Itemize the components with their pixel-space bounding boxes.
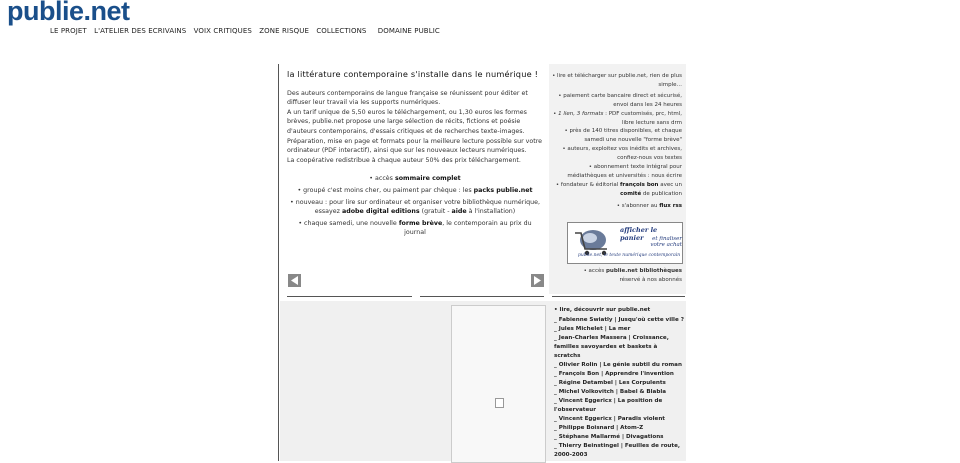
sidebar-line: • auteurs, exploitez vos inédits et archives, confiez-nous vos textes xyxy=(562,146,682,162)
sommaire-link[interactable]: sommaire complet xyxy=(394,175,461,183)
list-item[interactable]: _ Jean-Charles Massera | Croissance, familles savoyardes et baskets à scratchs xyxy=(554,335,669,359)
arrow-right-icon xyxy=(531,274,544,287)
divider-right xyxy=(552,296,685,297)
main-nav xyxy=(50,27,445,35)
nav-item-collections[interactable]: COLLECTIONS xyxy=(316,27,367,35)
image-panel xyxy=(451,305,546,463)
list-item[interactable]: _ Vincent Eggericx | La position de l'observateur xyxy=(554,398,663,413)
nav-item-atelier[interactable]: L'ATELIER DES ECRIVAINS xyxy=(94,27,187,35)
intro-links xyxy=(287,174,543,238)
sidebar-line: • paiement carte bancaire direct et sécurisé, envoi dans les 24 heures xyxy=(558,92,682,108)
link-line-sommaire: • accès sommaire complet xyxy=(369,175,461,183)
cart-banner[interactable] xyxy=(567,222,683,264)
bibliotheques-block: • accès publie.net bibliothèques réservé à nos abonnés xyxy=(583,268,682,283)
list-item[interactable]: _ Stéphane Mallarmé | Divagations xyxy=(554,434,664,440)
packs-link[interactable]: packs publie.net xyxy=(473,186,533,194)
list-item[interactable]: _ François Bon | Apprendre l'invention xyxy=(554,371,674,377)
nav-item-zone-risque[interactable]: ZONE RISQUE xyxy=(259,27,309,35)
list-item[interactable]: _ Philippe Boisnard | Atom-Z xyxy=(554,425,644,431)
list-item[interactable]: _ Vincent Eggericx | Paradis violent xyxy=(554,416,665,422)
arrow-left-icon xyxy=(288,274,301,287)
sidebar-line: • 1 lien, 3 formats : PDF customisés, prc, html, libre lecture sans drm xyxy=(553,110,682,126)
divider-middle xyxy=(420,296,544,297)
cart-tagline: publie.net, le texte numérique contemporain xyxy=(578,253,681,258)
sidebar-line: • près de 140 titres disponibles, et chaque samedi une nouvelle "forme brève" xyxy=(564,128,682,144)
nav-item-projet[interactable]: LE PROJET xyxy=(50,27,87,35)
list-item[interactable]: _ Jules Michelet | La mer xyxy=(554,326,631,332)
sidebar-line: • s'abonner au flux rss xyxy=(616,202,682,209)
rss-link[interactable]: flux rss xyxy=(659,202,682,209)
intro-section xyxy=(287,70,543,240)
forme-breve-link[interactable]: forme brève xyxy=(398,219,443,227)
list-item[interactable]: _ Michel Volkovitch | Babel & Blabla xyxy=(554,389,667,395)
aide-link[interactable]: aide xyxy=(451,208,467,216)
nav-item-voix-critiques[interactable]: VOIX CRITIQUES xyxy=(193,27,252,35)
intro-paragraph: La coopérative redistribue à chaque auteur 50% des prix téléchargement. xyxy=(287,156,521,164)
info-sidebar xyxy=(549,64,686,294)
intro-paragraph: A un tarif unique de 5,50 euros le téléchargement, ou 1,30 euros les formes brèves, publie.net propose une large sélection de récits, fictions et poésie d'auteurs contemporains, d'essais critiques et de recherches texte-images. xyxy=(287,108,527,135)
sidebar-line: • abonnement texte intégral pour médiathèques et universités : nous écrire xyxy=(567,164,682,179)
comite-link[interactable]: comité xyxy=(620,190,642,197)
link-line-ade: • nouveau : pour lire sur ordinateur et organiser votre bibliothèque numérique, essayez adobe digital editions (gratuit - aide à l'installation) xyxy=(290,198,540,216)
sidebar-line: • lire et télécharger sur publie.net, rien de plus simple… xyxy=(552,73,682,88)
prev-arrow-button[interactable] xyxy=(288,274,301,287)
list-item[interactable]: _ Fabienne Swiatly | Jusqu'où cette ville ? xyxy=(554,317,684,323)
sidebar-line: • fondateur & éditorial françois bon avec un comité de publication xyxy=(555,181,682,197)
left-divider xyxy=(278,64,279,461)
next-arrow-button[interactable] xyxy=(531,274,544,287)
sidebar-text xyxy=(552,72,682,211)
broken-image-icon xyxy=(495,398,504,408)
link-line-packs: • groupé c'est moins cher, ou paiment par chèque : les packs publie.net xyxy=(297,186,533,194)
link-line-forme-breve: • chaque samedi, une nouvelle forme brève, le contemporain au prix du journal xyxy=(298,219,532,237)
cart-subtitle: et finaliser votre achat xyxy=(650,236,682,248)
intro-title: la littérature contemporaine s'installe dans le numérique ! xyxy=(287,69,539,79)
list-item[interactable]: _ Olivier Rolin | Le génie subtil du roman xyxy=(554,362,682,368)
list-item[interactable]: _ Thierry Beinstingel | Feuilles de route, 2000-2003 xyxy=(554,443,680,458)
discover-list-header: • lire, découvrir sur publie.net xyxy=(554,307,651,313)
intro-paragraph: Des auteurs contemporains de langue française se réunissent pour éditer et diffuser leur travail via les supports numériques. xyxy=(287,89,528,107)
discover-list xyxy=(554,306,684,460)
site-logo[interactable]: publie.net xyxy=(7,0,130,26)
adobe-digital-editions-link[interactable]: adobe digital editions xyxy=(341,208,420,216)
francois-bon-link[interactable]: françois bon xyxy=(620,181,659,188)
nav-item-domaine-public[interactable]: DOMAINE PUBLIC xyxy=(377,27,440,35)
cart-title: afficher le panier xyxy=(620,226,658,242)
divider-left xyxy=(287,296,412,297)
list-item[interactable]: _ Régine Detambel | Les Corpulents xyxy=(554,380,666,386)
intro-paragraph: Préparation, mise en page et formats pour la meilleure lecture possible sur votre ordinateur (PDF interactif), ainsi que sur les nouveaux lecteurs numériques. xyxy=(287,137,543,155)
bibliotheques-link[interactable]: publie.net bibliothèques xyxy=(605,268,682,274)
